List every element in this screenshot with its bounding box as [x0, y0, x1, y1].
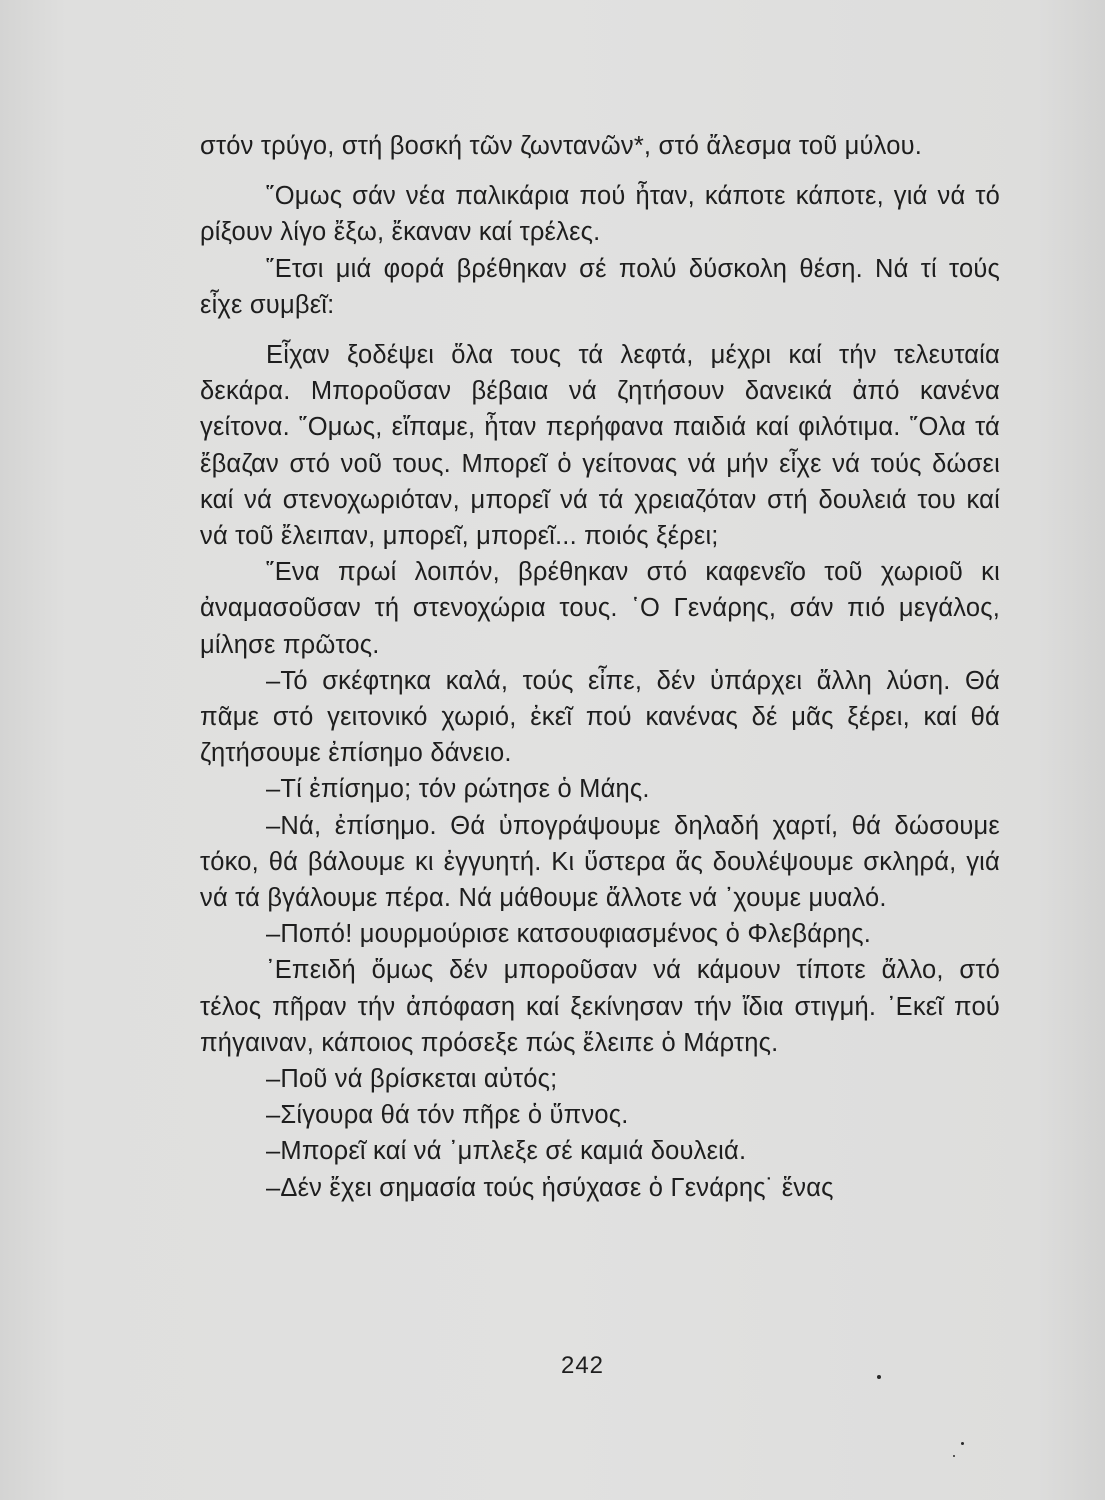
dialogue-line: –Μπορεῖ καί νά ᾽μπλεξε σέ καμιά δουλειά.	[266, 1137, 747, 1166]
paragraph-3: ῞Ετσι μιά φορά βρέθηκαν σέ πολύ δύσκολη θέση. Νά τί τούς εἶχε συμβεῖ:	[200, 254, 1000, 319]
dialogue-line: –Νά, ἐπίσημο. Θά ὑπογράψουμε δηλαδή χαρτί, θά δώσουμε τόκο, θά βάλουμε κι ἐγγυητή. Κι ὕστερα ἄς δουλέψουμε σκληρά, γιά νά τά βγάλουμε πέρα. Νά μάθουμε ἄλλοτε νά ᾽χουμε μυαλό.	[200, 811, 1000, 913]
paragraph-2: ῞Ομως σάν νέα παλικάρια πού ἦταν, κάποτε κάποτε, γιά νά τό ρίξουν λίγο ἔξω, ἔκαναν καί τρέλες.	[200, 182, 1000, 247]
dialogue-line: –Τό σκέφτηκα καλά, τούς εἶπε, δέν ὑπάρχει ἄλλη λύση. Θά πᾶμε στό γειτονικό χωριό, ἐκεῖ πού κανένας δέ μᾶς ξέρει, καί θά ζητήσουμε ἐπίσημο δάνειο.	[200, 666, 1000, 768]
body-text	[200, 128, 1000, 1206]
paragraph-5: ῞Ενα πρωί λοιπόν, βρέθηκαν στό καφενεῖο τοῦ χωριοῦ κι ἀναμασοῦσαν τή στενοχώρια τους. ῾Ο Γενάρης, σάν πιό μεγάλος, μίλησε πρῶτος.	[200, 558, 1000, 659]
dialogue-line: –Δέν ἔχει σημασία τούς ἡσύχασε ὁ Γενάρης˙ ἕνας	[266, 1173, 834, 1202]
dialogue-line: –Τί ἐπίσημο; τόν ρώτησε ὁ Μάης.	[266, 775, 650, 804]
dust-speck	[961, 1442, 964, 1445]
dialogue-line: –Ποπό! μουρμούρισε κατσουφιασμένος ὁ Φλεβάρης.	[266, 920, 872, 949]
dust-speck	[877, 1375, 881, 1379]
dialogue-line: –Ποῦ νά βρίσκεται αὐτός;	[266, 1065, 558, 1094]
paragraph-4: Εἶχαν ξοδέψει ὅλα τους τά λεφτά, μέχρι καί τήν τελευταία δεκάρα. Μποροῦσαν βέβαια νά ζητήσουν δανεικά ἀπό κανένα γείτονα. ῞Ομως, εἴπαμε, ἦταν περήφανα παιδιά καί φιλότιμα. ῞Ολα τά ἔβαζαν στό νοῦ τους. Μπορεῖ ὁ γείτονας νά μήν εἶχε νά τούς δώσει καί νά στενοχωριόταν, μπορεῖ νά τά χρειαζόταν στή δουλειά του καί νά τοῦ ἔλειπαν, μπορεῖ, μπορεῖ... ποιός ξέρει;	[200, 341, 1000, 551]
page-number: 242	[560, 1352, 605, 1379]
paragraph-10: ᾽Επειδή ὅμως δέν μποροῦσαν νά κάμουν τίποτε ἄλλο, στό τέλος πῆραν τήν ἀπόφαση καί ξεκίνησαν τήν ἴδια στιγμή. ᾽Εκεῖ πού πήγαιναν, κάποιος πρόσεξε πώς ἔλειπε ὁ Μάρτης.	[200, 956, 1000, 1057]
dust-speck	[953, 1455, 955, 1457]
dialogue-line: –Σίγουρα θά τόν πῆρε ὁ ὕπνος.	[266, 1101, 629, 1130]
paragraph-1: στόν τρύγο, στή βοσκή τῶν ζωντανῶν*, στό ἄλεσμα τοῦ μύλου.	[200, 132, 923, 160]
